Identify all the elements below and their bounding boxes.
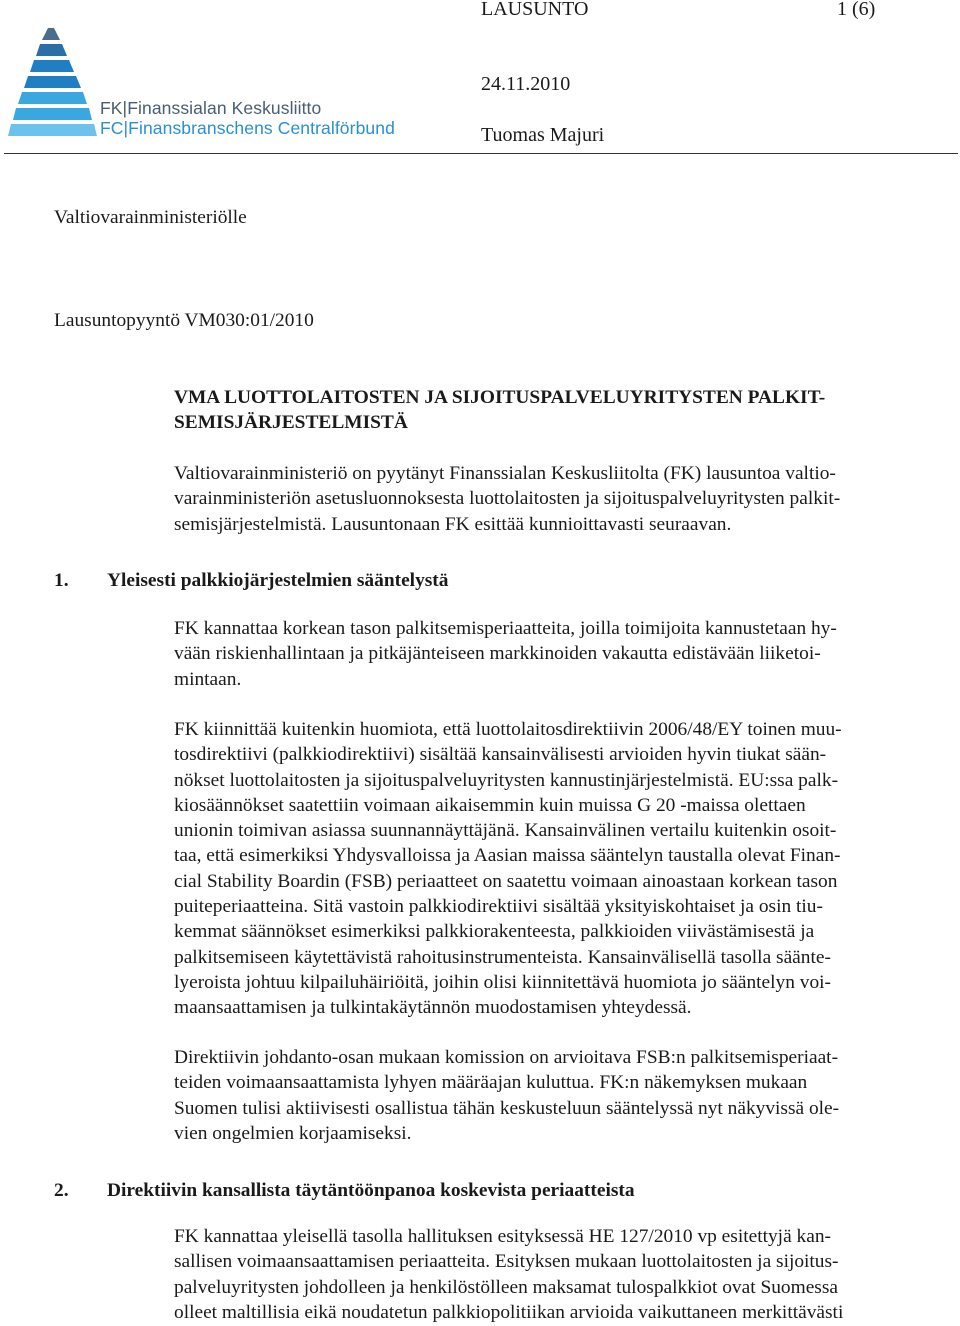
text-line: palkitsemiseen käytettävistä rahoitusinstrumenteista. Kansainvälisellä tasolla säänte- xyxy=(174,946,831,968)
logo-name-finnish: FK|Finanssialan Keskusliitto xyxy=(100,98,322,118)
text-line: tosdirektiivi (palkkiodirektiivi) sisältää kansainvälisesti arvioiden hyvin tiukat sään- xyxy=(174,744,827,766)
section-1-paragraph-2 xyxy=(174,717,842,1021)
recipient: Valtiovarainministeriölle xyxy=(54,207,247,228)
text-line: FK kiinnittää kuitenkin huomiota, että luottolaitosdirektiivin 2006/48/EY toinen muu- xyxy=(174,719,842,740)
text-line: puiteperiaatteina. Sitä vastoin palkkiodirektiivi sisältää yksityiskohtaiset ja osin tiu- xyxy=(174,896,823,918)
author-name: Tuomas Majuri xyxy=(481,124,605,146)
text-line: semisjärjestelmistä. Lausuntonaan FK esittää kunnioittavasti seuraavan. xyxy=(174,513,732,535)
text-line: FK kannattaa yleisellä tasolla hallituksen esityksessä HE 127/2010 vp esitettyjä kan- xyxy=(174,1226,831,1247)
text-line: FK kannattaa korkean tason palkitsemisperiaatteita, joilla toimijoita kannustetaan hy- xyxy=(174,618,837,639)
section-2-number: 2. xyxy=(54,1180,69,1201)
section-2-heading: Direktiivin kansallista täytäntöönpanoa koskevista periaatteista xyxy=(107,1180,635,1201)
text-line: vään riskienhallintaan ja pitkäjänteiseen markkinoiden vakautta edistävään liiketoi- xyxy=(174,643,821,665)
text-line: varainministeriön asetusluonnoksesta luottolaitosten ja sijoituspalveluyritysten palkit- xyxy=(174,488,841,510)
text-line: vien ongelmien korjaamiseksi. xyxy=(174,1122,412,1144)
text-line: Suomen tulisi aktiivisesti osallistua tähän keskusteluun sääntelyssä nyt näkyvissä ole- xyxy=(174,1097,840,1119)
intro-paragraph xyxy=(174,461,840,537)
text-line: olleet maltillisia eikä noudatetun palkkiopolitiikan arvioida vaikuttaneen merkittävästi xyxy=(174,1301,844,1323)
fk-logo xyxy=(8,28,408,143)
text-line: maansaattamisen ja tulkintakäytännön muodostamisen yhteydessä. xyxy=(174,997,692,1019)
text-line: palveluyritysten johdolleen ja henkilöstölleen maksamat tulospalkkiot ovat Suomessa xyxy=(174,1276,839,1298)
section-1-heading: Yleisesti palkkiojärjestelmien sääntelystä xyxy=(107,570,449,591)
text-line: kemmat säännökset esimerkiksi palkkiorakenteesta, palkkioiden viivästämisestä ja xyxy=(174,921,815,943)
section-1-number: 1. xyxy=(54,570,69,591)
text-line: nökset luottolaitosten ja sijoituspalveluyritysten kannustinjärjestelmistä. EU:ssa palk- xyxy=(174,769,839,791)
text-line: Valtiovarainministeriö on pyytänyt Finanssialan Keskusliitolta (FK) lausuntoa valtio- xyxy=(174,463,836,484)
text-line: Direktiivin johdanto-osan mukaan komission on arvioitava FSB:n palkitsemisperiaat- xyxy=(174,1047,839,1068)
text-line: taa, että esimerkiksi Yhdysvalloissa ja Aasian maissa sääntelyn taustalla olevat Finan- xyxy=(174,845,841,867)
document-type: LAUSUNTO xyxy=(481,0,589,20)
page-number: 1 (6) xyxy=(837,0,876,20)
text-line: teiden voimaansaattamista lyhyen määräajan kuluttua. FK:n näkemyksen mukaan xyxy=(174,1072,808,1094)
document-date: 24.11.2010 xyxy=(481,73,571,95)
request-reference: Lausuntopyyntö VM030:01/2010 xyxy=(54,310,314,331)
section-1-paragraph-3 xyxy=(174,1045,839,1146)
title-line: SEMISJÄRJESTELMISTÄ xyxy=(174,412,408,434)
text-line: unionin toimivan asiassa suunnannäyttäjänä. Kansainvälinen vertailu kuitenkin osoit- xyxy=(174,820,837,842)
document-title xyxy=(174,385,825,436)
title-line: VMA LUOTTOLAITOSTEN JA SIJOITUSPALVELUYRITYSTEN PALKIT- xyxy=(174,387,826,408)
text-line: kiosäännökset saatettiin voimaan aikaisemmin kuin muissa G 20 -maissa olettaen xyxy=(174,794,806,816)
text-line: mintaan. xyxy=(174,668,242,690)
section-1-paragraph-1 xyxy=(174,616,837,692)
logo-mark-icon xyxy=(8,28,98,140)
section-2-paragraph-1 xyxy=(174,1224,843,1325)
header-divider xyxy=(4,153,958,154)
logo-name-swedish: FC|Finansbranschens Centralförbund xyxy=(100,118,395,138)
text-line: sallisen voimaansaattamisen periaatteita. Esityksen mukaan luottolaitosten ja sijoitus- xyxy=(174,1251,839,1273)
text-line: lyeroista johtuu kilpailuhäiriöitä, joihin olisi kiinnitettävä huomiota jo sääntelyn voi- xyxy=(174,971,832,993)
text-line: cial Stability Boardin (FSB) periaatteet on saatettu voimaan ainoastaan korkean tason xyxy=(174,870,838,892)
